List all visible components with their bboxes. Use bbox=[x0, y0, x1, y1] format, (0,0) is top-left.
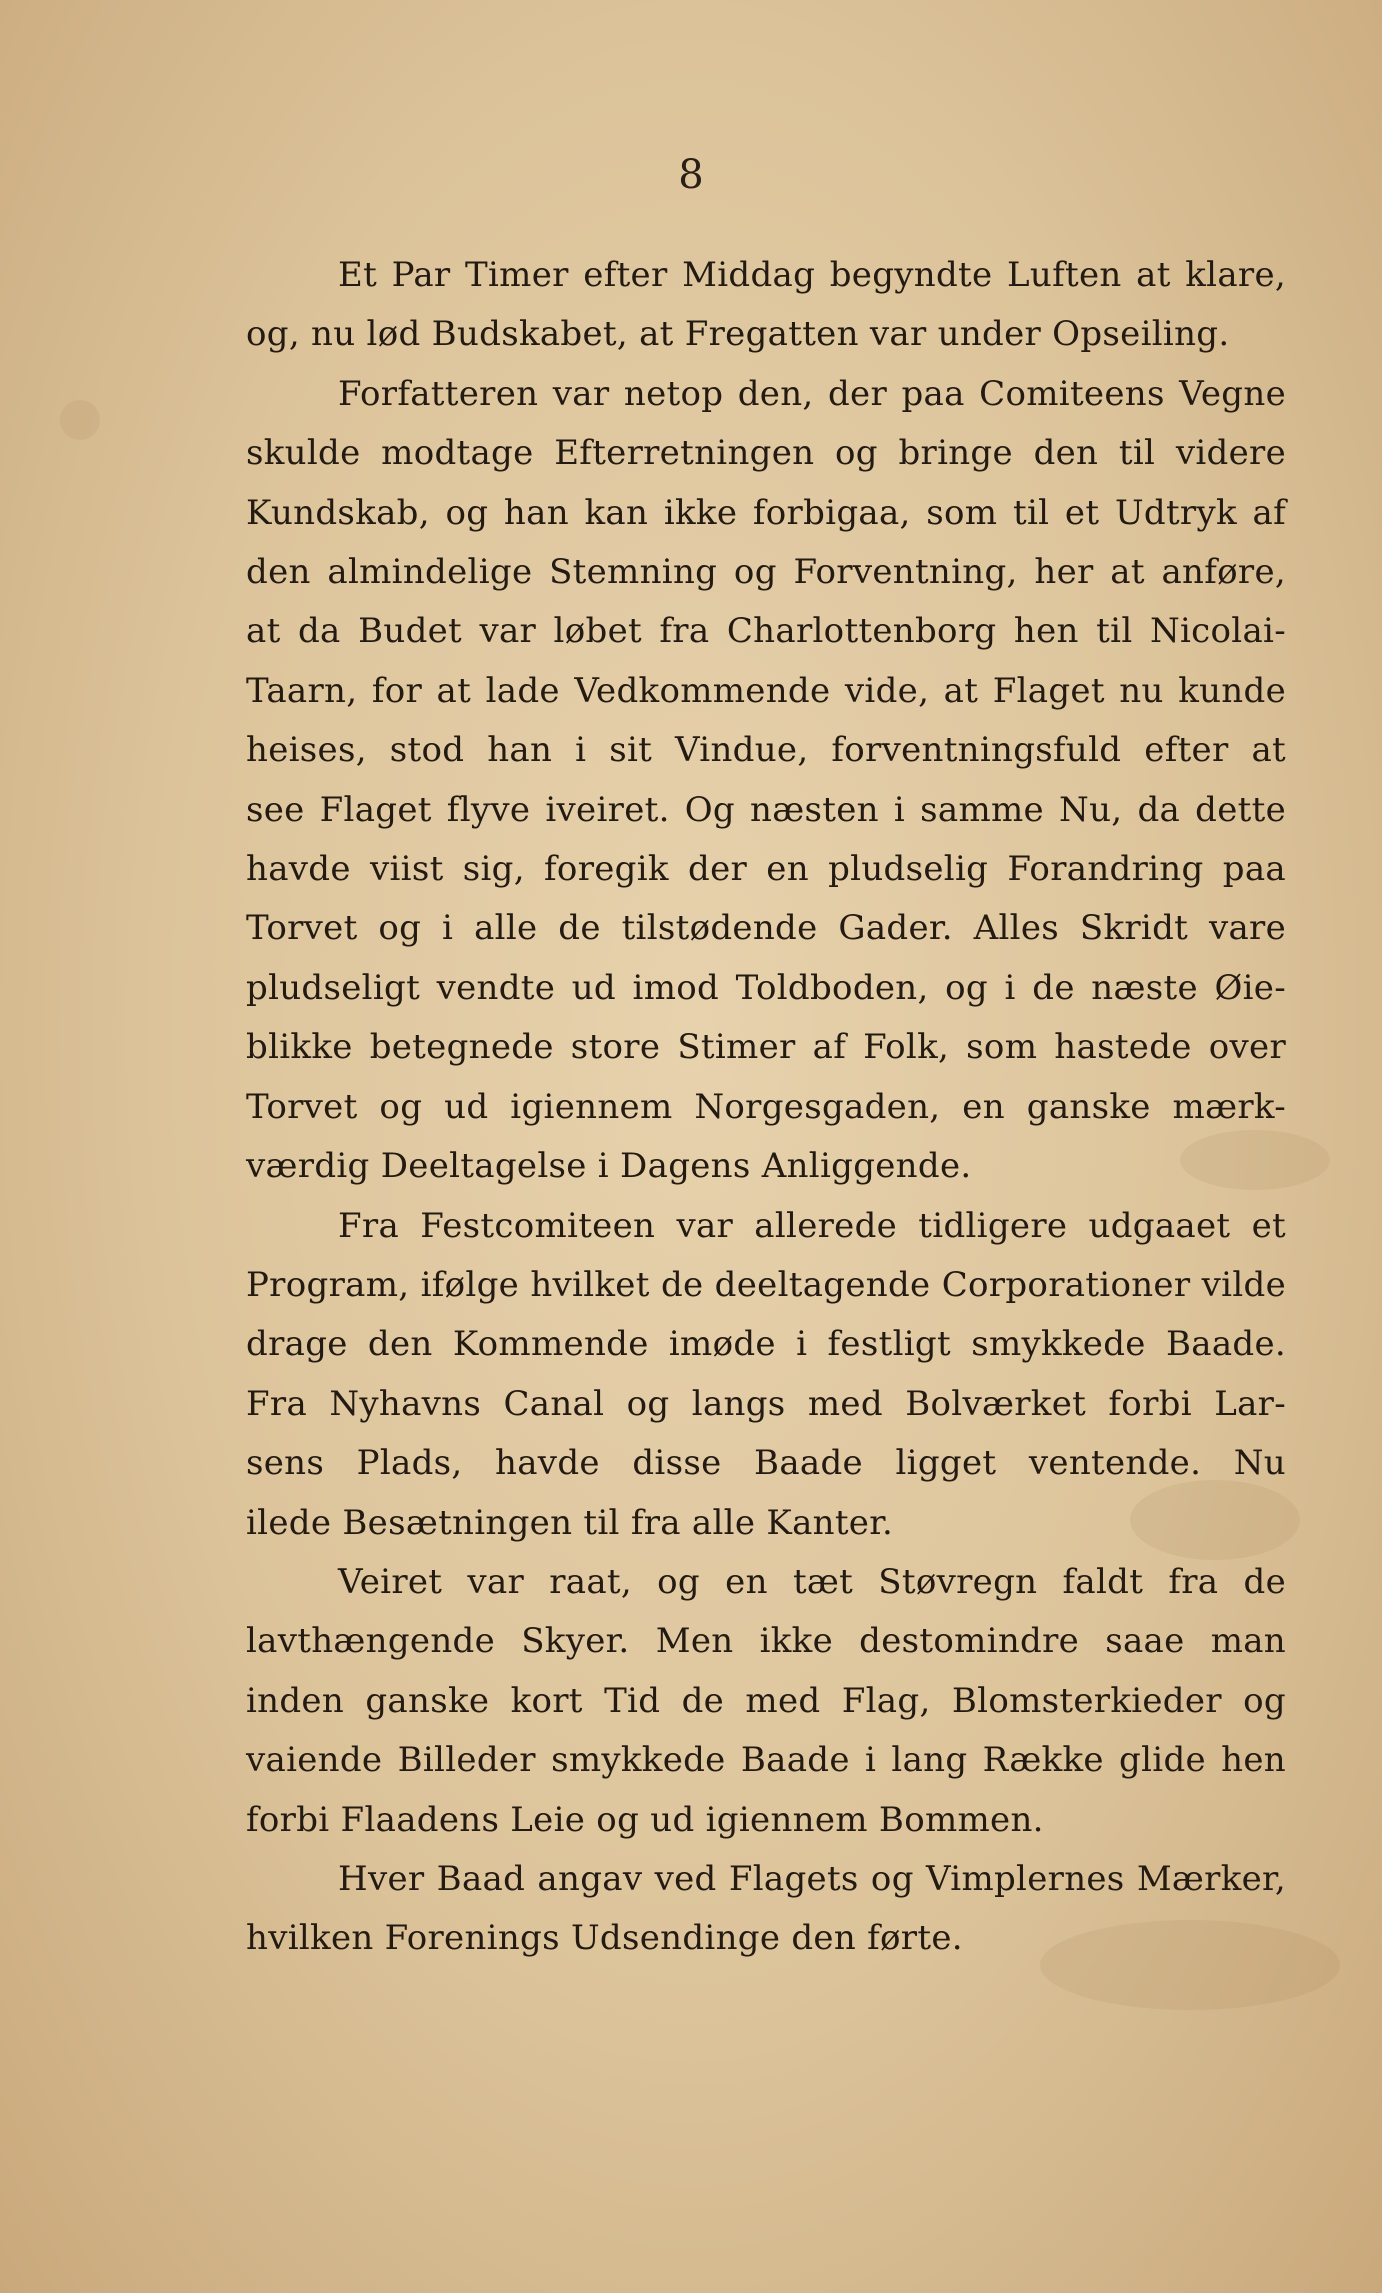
text-line: Forfatteren var netop den, der paa Comiteens Vegne bbox=[338, 373, 1286, 414]
text-line: heises, stod han i sit Vindue, forventningsfuld efter at bbox=[246, 730, 1286, 771]
text-line: vaiende Billeder smykkede Baade i lang Række glide hen bbox=[246, 1740, 1286, 1781]
text-line: pludseligt vendte ud imod Toldboden, og i de næste Øie- bbox=[246, 967, 1286, 1008]
text-line: forbi Flaadens Leie og ud igiennem Bommen. bbox=[246, 1799, 1044, 1840]
text-line: Torvet og i alle de tilstødende Gader. Alles Skridt vare bbox=[246, 908, 1286, 949]
text-line: hvilken Forenings Udsendinge den førte. bbox=[246, 1918, 963, 1959]
text-line: inden ganske kort Tid de med Flag, Blomsterkieder og bbox=[246, 1680, 1286, 1721]
text-line: drage den Kommende imøde i festligt smykkede Baade. bbox=[246, 1324, 1286, 1365]
text-line: ilede Besætningen til fra alle Kanter. bbox=[246, 1502, 894, 1543]
paragraph-3 bbox=[246, 1197, 1286, 1553]
text-line: havde viist sig, foregik der en pludselig Forandring paa bbox=[246, 849, 1286, 890]
text-line: Taarn, for at lade Vedkommende vide, at Flaget nu kunde bbox=[246, 670, 1286, 711]
text-line: Hver Baad angav ved Flagets og Vimplernes Mærker, bbox=[338, 1858, 1286, 1899]
paragraph-2 bbox=[246, 365, 1286, 1197]
text-line: blikke betegnede store Stimer af Folk, som hastede over bbox=[246, 1027, 1286, 1068]
paper-stain bbox=[60, 400, 100, 440]
text-line: sens Plads, havde disse Baade ligget ventende. Nu bbox=[246, 1443, 1286, 1484]
text-line: Fra Nyhavns Canal og langs med Bolværket forbi Lar- bbox=[246, 1383, 1286, 1424]
text-line: Program, ifølge hvilket de deeltagende Corporationer vilde bbox=[246, 1264, 1286, 1305]
body-text bbox=[246, 246, 1286, 1969]
paragraph-1 bbox=[246, 246, 1286, 365]
text-line: Et Par Timer efter Middag begyndte Luften at klare, bbox=[338, 255, 1286, 295]
text-line: Veiret var raat, og en tæt Støvregn faldt fra de bbox=[338, 1561, 1286, 1602]
text-line: skulde modtage Efterretningen og bringe den til videre bbox=[246, 433, 1286, 474]
text-line: og, nu lød Budskabet, at Fregatten var under Opseiling. bbox=[246, 314, 1230, 355]
text-line: lavthængende Skyer. Men ikke destomindre saae man bbox=[246, 1621, 1286, 1662]
paragraph-4 bbox=[246, 1553, 1286, 1850]
text-line: den almindelige Stemning og Forventning, her at anføre, bbox=[246, 552, 1286, 593]
text-line: Torvet og ud igiennem Norgesgaden, en ganske mærk- bbox=[246, 1086, 1286, 1127]
text-line: see Flaget flyve iveiret. Og næsten i samme Nu, da dette bbox=[246, 789, 1286, 830]
text-line: Kundskab, og han kan ikke forbigaa, som til et Udtryk af bbox=[246, 492, 1286, 533]
text-line: værdig Deeltagelse i Dagens Anliggende. bbox=[246, 1146, 972, 1187]
page-number: 8 bbox=[678, 152, 704, 198]
text-line: at da Budet var løbet fra Charlottenborg hen til Nicolai- bbox=[246, 611, 1286, 652]
text-line: Fra Festcomiteen var allerede tidligere udgaaet et bbox=[338, 1205, 1286, 1246]
paragraph-5 bbox=[246, 1850, 1286, 1969]
